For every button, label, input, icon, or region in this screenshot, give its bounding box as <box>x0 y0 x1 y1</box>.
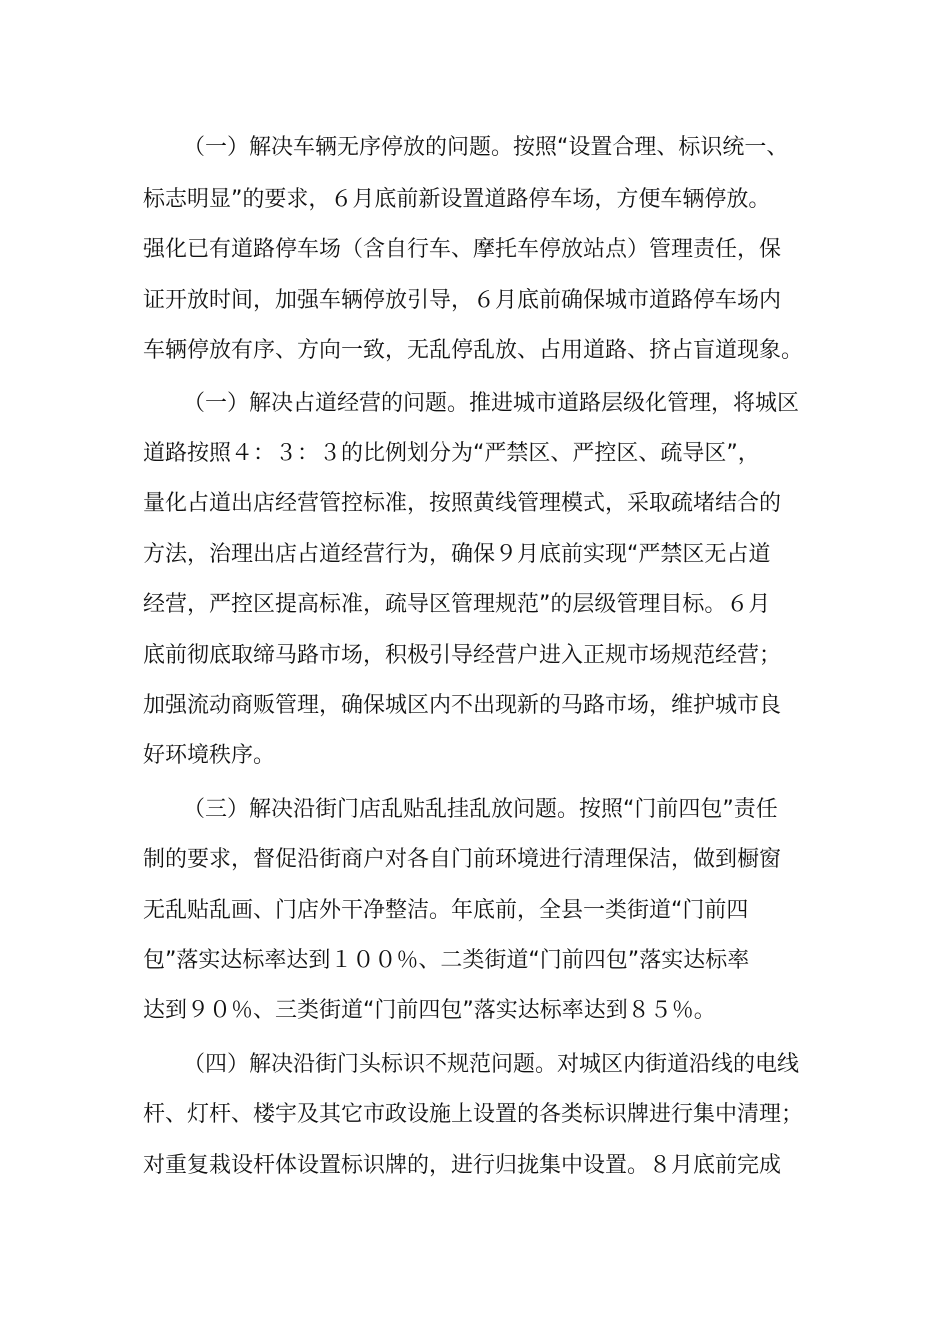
paragraph-2-line-4: 方法，治理出店占道经营行为，确保９月底前实现“严禁区无占道 <box>143 542 771 567</box>
paragraph-2-line-1: （一）解决占道经营的问题。推进城市道路层级化管理，将城区 <box>183 391 800 416</box>
paragraph-3-line-3: 无乱贴乱画、门店外干净整洁。年底前，全县一类街道“门前四 <box>143 898 749 923</box>
paragraph-4-line-3: 对重复栽设杆体设置标识牌的，进行归拢集中设置。８月底前完成 <box>143 1153 782 1178</box>
paragraph-2-line-5: 经营，严控区提高标准，疏导区管理规范”的层级管理目标。６月 <box>143 592 771 617</box>
paragraph-1-line-3: 强化已有道路停车场（含自行车、摩托车停放站点）管理责任，保 <box>143 237 782 262</box>
paragraph-4-line-2: 杆、灯杆、楼宇及其它市政设施上设置的各类标识牌进行集中清理； <box>143 1102 804 1127</box>
paragraph-2-line-2: 道路按照４：３：３的比例划分为“严禁区、严控区、疏导区”， <box>143 441 760 466</box>
paragraph-2-line-3: 量化占道出店经营管控标准，按照黄线管理模式，采取疏堵结合的 <box>143 491 782 516</box>
paragraph-2-line-7: 加强流动商贩管理，确保城区内不出现新的马路市场，维护城市良 <box>143 693 782 718</box>
paragraph-2-line-6: 底前彻底取缔马路市场，积极引导经营户进入正规市场规范经营； <box>143 643 782 668</box>
paragraph-3-line-1: （三）解决沿街门店乱贴乱挂乱放问题。按照“门前四包”责任 <box>183 797 778 822</box>
paragraph-1-line-5: 车辆停放有序、方向一致，无乱停乱放、占用道路、挤占盲道现象。 <box>143 338 804 363</box>
paragraph-4-line-1: （四）解决沿街门头标识不规范问题。对城区内街道沿线的电线 <box>183 1052 800 1077</box>
paragraph-3-line-2: 制的要求，督促沿街商户对各自门前环境进行清理保洁，做到橱窗 <box>143 847 782 872</box>
paragraph-1-line-2: 标志明显”的要求，６月底前新设置道路停车场，方便车辆停放。 <box>143 187 771 212</box>
paragraph-3-line-4: 包”落实达标率达到１００％、二类街道“门前四包”落实达标率 <box>143 948 750 973</box>
paragraph-1-line-1: （一）解决车辆无序停放的问题。按照“设置合理、标识统一、 <box>183 135 789 160</box>
paragraph-1-line-4: 证开放时间，加强车辆停放引导，６月底前确保城市道路停车场内 <box>143 288 782 313</box>
paragraph-2-line-8: 好环境秩序。 <box>143 743 276 768</box>
paragraph-3-line-5: 达到９０％、三类街道“门前四包”落实达标率达到８５％。 <box>143 998 716 1023</box>
